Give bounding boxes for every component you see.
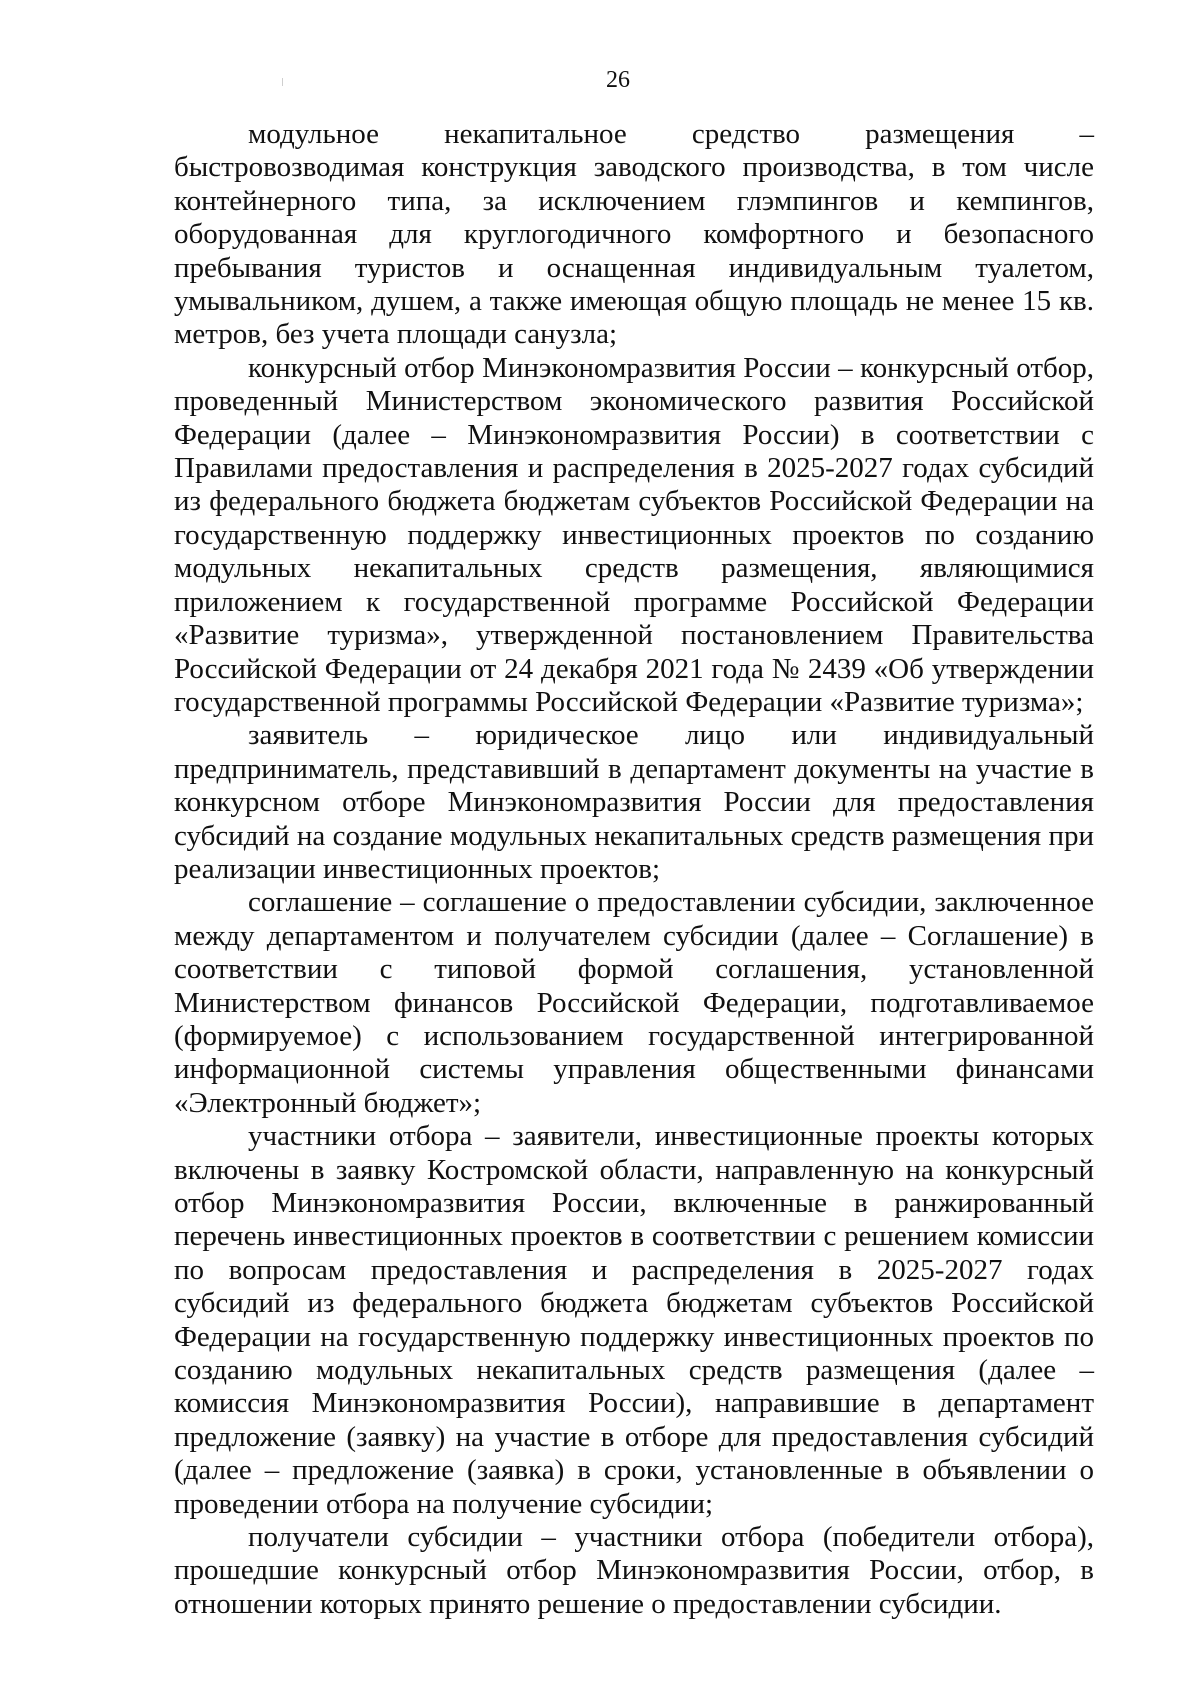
definition-applicant: заявитель – юридическое лицо или индивидуальный предприниматель, представивший в департамент документы на участие в конкурсном отборе Минэкономразвития России для предоставления субсидий на создание модульных некапитальных средств размещения при реализации инвестиционных проектов;	[174, 719, 1094, 885]
document-body	[174, 118, 1094, 1621]
page-number: 26	[606, 67, 630, 93]
definition-subsidy-recipients: получатели субсидии – участники отбора (победители отбора), прошедшие конкурсный отбор Минэкономразвития России, отбор, в отношении которых принято решение о предоставлении субсидии.	[174, 1521, 1094, 1620]
definition-modular-accommodation: модульное некапитальное средство размещения – быстровозводимая конструкция заводского производства, в том числе контейнерного типа, за исключением глэмпингов и кемпингов, оборудованная для круглогодичного комфортного и безопасного пребывания туристов и оснащенная индивидуальным туалетом, умывальником, душем, а также имеющая общую площадь не менее 15 кв. метров, без учета площади санузла;	[174, 118, 1094, 351]
definition-competitive-selection: конкурсный отбор Минэкономразвития России – конкурсный отбор, проведенный Министерством экономического развития Российской Федерации (далее – Минэкономразвития России) в соответствии с Правилами предоставления и распределения в 2025-2027 годах субсидий из федерального бюджета бюджетам субъектов Российской Федерации на государственную поддержку инвестиционных проектов по созданию модульных некапитальных средств размещения, являющимися приложением к государственной программе Российской Федерации «Развитие туризма», утвержденной постановлением Правительства Российской Федерации от 24 декабря 2021 года № 2439 «Об утверждении государственной программы Российской Федерации «Развитие туризма»;	[174, 351, 1094, 718]
definition-selection-participants: участники отбора – заявители, инвестиционные проекты которых включены в заявку Костромской области, направленную на конкурсный отбор Минэкономразвития России, включенные в ранжированный перечень инвестиционных проектов в соответствии с решением комиссии по вопросам предоставления и распределения в 2025-2027 годах субсидий из федерального бюджета бюджетам субъектов Российской Федерации на государственную поддержку инвестиционных проектов по созданию модульных некапитальных средств размещения (далее – комиссия Минэкономразвития России), направившие в департамент предложение (заявку) на участие в отборе для предоставления субсидий (далее – предложение (заявка) в сроки, установленные в объявлении о проведении отбора на получение субсидии;	[174, 1120, 1094, 1520]
definition-agreement: соглашение – соглашение о предоставлении субсидии, заключенное между департаментом и получателем субсидии (далее – Соглашение) в соответствии с типовой формой соглашения, установленной Министерством финансов Российской Федерации, подготавливаемое (формируемое) с использованием государственной интегрированной информационной системы управления общественными финансами «Электронный бюджет»;	[174, 886, 1094, 1119]
